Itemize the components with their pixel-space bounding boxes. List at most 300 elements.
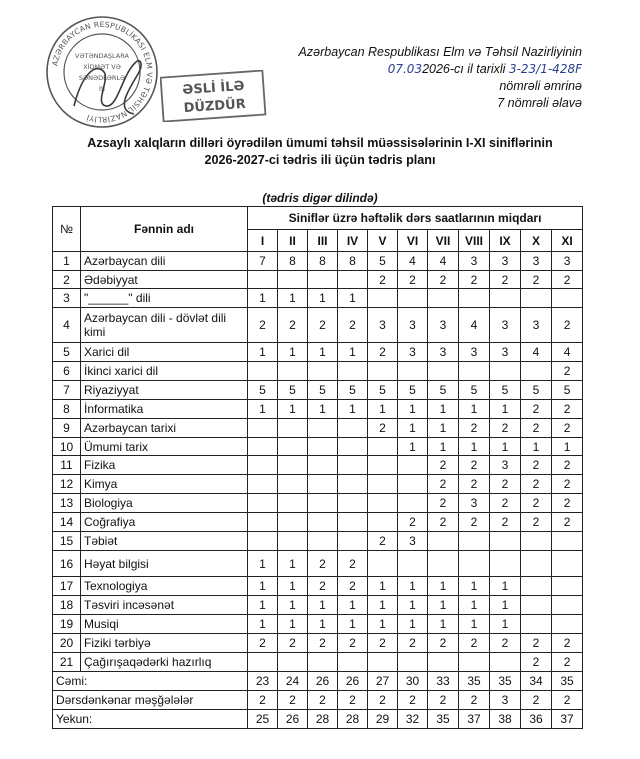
hours-cell: 1 [428, 419, 459, 438]
table-row [53, 532, 583, 551]
totals-hours-cell: 35 [428, 710, 459, 729]
totals-hours-cell: 24 [278, 672, 308, 691]
table-row [53, 653, 583, 672]
hours-cell [248, 419, 278, 438]
subject-name-cell: Fiziki tərbiyə [81, 634, 248, 653]
hours-cell: 3 [521, 308, 552, 343]
handwritten-number: 3-23/1-428F [508, 62, 582, 76]
hours-cell: 1 [428, 438, 459, 456]
table-row [53, 343, 583, 362]
decree-line-4: 7 nömrəli əlavə [497, 96, 582, 110]
totals-hours-cell: 2 [398, 691, 428, 710]
subject-name-cell: Fizika [81, 456, 248, 475]
hours-cell: 2 [552, 475, 583, 494]
hours-cell: 2 [368, 634, 398, 653]
hours-cell [398, 289, 428, 308]
hours-cell: 4 [428, 252, 459, 271]
hours-cell [248, 513, 278, 532]
hours-cell [248, 362, 278, 381]
hours-cell [338, 438, 368, 456]
hours-cell [338, 362, 368, 381]
hours-cell [459, 532, 490, 551]
hours-cell: 2 [521, 634, 552, 653]
totals-hours-cell: 2 [521, 691, 552, 710]
hours-cell: 2 [459, 634, 490, 653]
grade-header-cell: I [248, 230, 278, 252]
table-row [53, 494, 583, 513]
hours-cell: 5 [552, 381, 583, 400]
hours-cell: 1 [278, 400, 308, 419]
hours-cell [308, 456, 338, 475]
hours-cell: 3 [398, 532, 428, 551]
subject-name-cell: Biologiya [81, 494, 248, 513]
row-number-cell: 3 [53, 289, 81, 308]
hours-cell: 3 [459, 252, 490, 271]
hours-cell [248, 532, 278, 551]
table-row [53, 615, 583, 634]
subject-name-cell: Təbiət [81, 532, 248, 551]
hours-cell [552, 615, 583, 634]
hours-cell: 2 [490, 271, 521, 289]
certified-stamp [160, 70, 268, 122]
hours-cell [338, 513, 368, 532]
seal-line-1: VƏTƏNDAŞLARA [75, 52, 129, 60]
hours-cell: 2 [521, 653, 552, 672]
totals-hours-cell: 33 [428, 672, 459, 691]
hours-cell: 2 [368, 271, 398, 289]
hours-cell [248, 456, 278, 475]
hours-cell: 2 [521, 419, 552, 438]
hours-cell [490, 362, 521, 381]
hours-cell [248, 271, 278, 289]
hours-cell [521, 596, 552, 615]
hours-cell: 2 [552, 456, 583, 475]
totals-hours-cell: 30 [398, 672, 428, 691]
hours-cell [278, 456, 308, 475]
hours-cell: 1 [248, 343, 278, 362]
hours-cell [459, 362, 490, 381]
hours-cell: 2 [490, 513, 521, 532]
hours-cell: 1 [428, 400, 459, 419]
totals-hours-cell: 34 [521, 672, 552, 691]
hours-cell: 1 [398, 615, 428, 634]
hours-cell: 1 [368, 596, 398, 615]
hours-cell: 1 [428, 596, 459, 615]
hours-cell: 2 [428, 456, 459, 475]
subject-name-cell: İnformatika [81, 400, 248, 419]
totals-hours-cell: 37 [459, 710, 490, 729]
subject-name-cell: İkinci xarici dil [81, 362, 248, 381]
hours-cell: 2 [428, 634, 459, 653]
hours-cell: 2 [552, 308, 583, 343]
hours-cell [398, 362, 428, 381]
hours-cell: 4 [521, 343, 552, 362]
hours-cell: 1 [248, 596, 278, 615]
hours-cell: 1 [490, 577, 521, 596]
table-row [53, 252, 583, 271]
hours-cell: 1 [368, 400, 398, 419]
hours-cell [459, 551, 490, 577]
row-number-cell: 17 [53, 577, 81, 596]
hours-cell [248, 653, 278, 672]
hours-cell: 2 [552, 513, 583, 532]
hours-cell [338, 271, 368, 289]
row-number-cell: 18 [53, 596, 81, 615]
hours-cell: 5 [248, 381, 278, 400]
hours-cell: 5 [338, 381, 368, 400]
hours-cell: 5 [459, 381, 490, 400]
totals-hours-cell: 2 [248, 691, 278, 710]
hours-cell: 2 [521, 400, 552, 419]
table-row [53, 577, 583, 596]
hours-cell [552, 596, 583, 615]
totals-hours-cell: 35 [490, 672, 521, 691]
table-row [53, 362, 583, 381]
totals-hours-cell: 23 [248, 672, 278, 691]
hours-cell: 2 [552, 494, 583, 513]
hours-cell [308, 362, 338, 381]
totals-row [53, 672, 583, 691]
hours-cell: 1 [459, 615, 490, 634]
hours-cell [552, 577, 583, 596]
hours-cell: 1 [338, 596, 368, 615]
hours-cell [398, 456, 428, 475]
hours-cell: 2 [308, 577, 338, 596]
totals-row [53, 691, 583, 710]
hours-cell: 1 [338, 615, 368, 634]
hours-cell: 2 [308, 634, 338, 653]
hours-cell: 1 [459, 577, 490, 596]
hours-cell [398, 475, 428, 494]
subject-name-cell: Çağırışaqədərki hazırlıq [81, 653, 248, 672]
hours-cell: 2 [368, 343, 398, 362]
row-number-cell: 21 [53, 653, 81, 672]
totals-hours-cell: 27 [368, 672, 398, 691]
row-number-cell: 7 [53, 381, 81, 400]
hours-cell: 1 [552, 438, 583, 456]
hours-cell [308, 513, 338, 532]
table-row [53, 271, 583, 289]
hours-cell [428, 653, 459, 672]
hours-cell: 5 [428, 381, 459, 400]
hours-cell: 2 [521, 494, 552, 513]
totals-hours-cell: 28 [338, 710, 368, 729]
column-header-hours-group: Siniflər üzrə həftəlik dərs saatlarının miqdarı [248, 207, 583, 230]
hours-cell [368, 289, 398, 308]
hours-cell: 1 [308, 615, 338, 634]
hours-cell: 1 [490, 400, 521, 419]
hours-cell: 2 [459, 475, 490, 494]
hours-cell [521, 615, 552, 634]
hours-cell [308, 475, 338, 494]
subject-name-cell: Kimya [81, 475, 248, 494]
hours-cell: 3 [368, 308, 398, 343]
hours-cell: 2 [521, 513, 552, 532]
totals-label-cell: Yekun: [53, 710, 248, 729]
hours-cell: 1 [459, 400, 490, 419]
hours-cell [398, 551, 428, 577]
hours-cell: 1 [278, 343, 308, 362]
grade-header-cell: VII [428, 230, 459, 252]
hours-cell: 1 [490, 438, 521, 456]
decree-line-1: Azərbaycan Respublikası Elm və Təhsil Nazirliyinin [298, 45, 582, 59]
row-number-cell: 4 [53, 308, 81, 343]
hours-cell: 4 [398, 252, 428, 271]
hours-cell: 2 [552, 653, 583, 672]
hours-cell: 3 [490, 252, 521, 271]
totals-hours-cell: 25 [248, 710, 278, 729]
row-number-cell: 19 [53, 615, 81, 634]
grade-header-cell: V [368, 230, 398, 252]
grade-header-cell: II [278, 230, 308, 252]
grade-header-cell: III [308, 230, 338, 252]
totals-hours-cell: 35 [552, 672, 583, 691]
seal-line-2: XİDMƏT VƏ [83, 63, 121, 71]
hours-cell: 2 [398, 634, 428, 653]
hours-cell: 5 [490, 381, 521, 400]
hours-cell: 2 [308, 551, 338, 577]
totals-hours-cell: 2 [338, 691, 368, 710]
hours-cell [278, 653, 308, 672]
row-number-cell: 5 [53, 343, 81, 362]
hours-cell [552, 289, 583, 308]
hours-cell: 8 [338, 252, 368, 271]
hours-cell: 2 [338, 551, 368, 577]
hours-cell [338, 653, 368, 672]
hours-cell: 1 [278, 577, 308, 596]
hours-cell [248, 494, 278, 513]
hours-cell [368, 513, 398, 532]
hours-cell: 1 [398, 438, 428, 456]
hours-cell [308, 494, 338, 513]
row-number-cell: 13 [53, 494, 81, 513]
totals-hours-cell: 38 [490, 710, 521, 729]
decree-reference [252, 44, 582, 112]
table-row [53, 634, 583, 653]
hours-cell: 5 [521, 381, 552, 400]
table-row [53, 381, 583, 400]
hours-cell: 2 [459, 271, 490, 289]
hours-cell: 2 [521, 456, 552, 475]
hours-cell [308, 419, 338, 438]
hours-cell [278, 271, 308, 289]
totals-hours-cell: 2 [278, 691, 308, 710]
table-row [53, 400, 583, 419]
hours-cell: 2 [308, 308, 338, 343]
hours-cell: 2 [248, 308, 278, 343]
hours-cell: 4 [459, 308, 490, 343]
table-header-row [53, 207, 583, 230]
decree-line-3: nömrəli əmrinə [499, 79, 582, 93]
hours-cell: 2 [521, 271, 552, 289]
totals-hours-cell: 2 [552, 691, 583, 710]
hours-cell [368, 494, 398, 513]
hours-cell: 2 [490, 494, 521, 513]
decree-date-year: 2026-cı il tarixli [422, 62, 506, 76]
hours-cell: 2 [552, 400, 583, 419]
hours-cell: 8 [278, 252, 308, 271]
handwritten-date: 07.03 [387, 62, 423, 76]
hours-cell: 1 [248, 551, 278, 577]
hours-cell: 1 [398, 596, 428, 615]
hours-cell [278, 362, 308, 381]
document-title-line-1: Azsaylı xalqların dilləri öyrədilən ümumi təhsil müəssisələrinin I-XI siniflərinin [87, 136, 553, 150]
hours-cell: 1 [248, 615, 278, 634]
totals-hours-cell: 2 [428, 691, 459, 710]
hours-cell: 2 [552, 419, 583, 438]
hours-cell: 7 [248, 252, 278, 271]
row-number-cell: 9 [53, 419, 81, 438]
subject-name-cell: Azərbaycan tarixi [81, 419, 248, 438]
hours-cell: 1 [428, 615, 459, 634]
row-number-cell: 6 [53, 362, 81, 381]
totals-hours-cell: 26 [338, 672, 368, 691]
hours-cell: 5 [398, 381, 428, 400]
hours-cell [338, 456, 368, 475]
row-number-cell: 2 [53, 271, 81, 289]
hours-cell [338, 475, 368, 494]
hours-cell [308, 271, 338, 289]
hours-cell [308, 438, 338, 456]
hours-cell: 2 [459, 456, 490, 475]
hours-cell: 1 [398, 400, 428, 419]
hours-cell [278, 513, 308, 532]
hours-cell [428, 362, 459, 381]
hours-cell: 1 [490, 596, 521, 615]
seal-line-3: SƏNƏDLƏRLƏ [78, 74, 126, 82]
hours-cell [368, 551, 398, 577]
hours-cell: 2 [338, 577, 368, 596]
row-number-cell: 12 [53, 475, 81, 494]
hours-cell: 2 [490, 634, 521, 653]
hours-cell: 1 [308, 596, 338, 615]
hours-cell: 3 [459, 494, 490, 513]
grade-header-cell: VI [398, 230, 428, 252]
hours-cell: 2 [428, 494, 459, 513]
subject-name-cell: Azərbaycan dili - dövlət dili kimi [81, 308, 248, 343]
hours-cell: 2 [338, 308, 368, 343]
hours-cell [338, 494, 368, 513]
hours-cell: 1 [308, 400, 338, 419]
totals-hours-cell: 36 [521, 710, 552, 729]
hours-cell [521, 362, 552, 381]
hours-cell [490, 551, 521, 577]
hours-cell: 5 [278, 381, 308, 400]
subject-name-cell: Həyat bilgisi [81, 551, 248, 577]
hours-cell [338, 532, 368, 551]
hours-cell: 2 [368, 532, 398, 551]
hours-cell: 5 [308, 381, 338, 400]
hours-cell: 3 [490, 308, 521, 343]
hours-cell: 1 [248, 289, 278, 308]
hours-cell: 1 [459, 596, 490, 615]
row-number-cell: 15 [53, 532, 81, 551]
grade-header-cell: IX [490, 230, 521, 252]
stamp-line-1: ƏSLİ İLƏ [181, 78, 246, 99]
subject-name-cell: Texnologiya [81, 577, 248, 596]
table-row [53, 513, 583, 532]
hours-cell: 2 [459, 419, 490, 438]
hours-cell [428, 532, 459, 551]
totals-hours-cell: 29 [368, 710, 398, 729]
hours-cell: 3 [398, 343, 428, 362]
hours-cell [248, 475, 278, 494]
column-header-number: № [53, 207, 81, 252]
hours-cell [521, 532, 552, 551]
hours-cell: 2 [278, 634, 308, 653]
hours-cell [459, 653, 490, 672]
hours-cell [428, 551, 459, 577]
row-number-cell: 20 [53, 634, 81, 653]
hours-cell: 4 [552, 343, 583, 362]
table-row [53, 438, 583, 456]
subject-name-cell: Azərbaycan dili [81, 252, 248, 271]
hours-cell: 1 [278, 289, 308, 308]
hours-cell: 1 [308, 289, 338, 308]
totals-hours-cell: 2 [368, 691, 398, 710]
hours-cell [398, 494, 428, 513]
hours-cell: 1 [248, 400, 278, 419]
table-row [53, 475, 583, 494]
hours-cell [368, 475, 398, 494]
table-row [53, 551, 583, 577]
hours-cell [521, 577, 552, 596]
hours-cell: 2 [428, 513, 459, 532]
document-title-line-2: 2026-2027-ci tədris ili üçün tədris planı [204, 153, 436, 167]
totals-hours-cell: 26 [308, 672, 338, 691]
table-row [53, 419, 583, 438]
subject-name-cell: Coğrafiya [81, 513, 248, 532]
hours-cell: 1 [521, 438, 552, 456]
hours-cell: 1 [338, 343, 368, 362]
row-number-cell: 1 [53, 252, 81, 271]
grade-header-cell: XI [552, 230, 583, 252]
totals-label-cell: Cəmi: [53, 672, 248, 691]
stamp-line-2: DÜZDÜR [183, 96, 247, 117]
totals-hours-cell: 28 [308, 710, 338, 729]
hours-cell: 3 [398, 308, 428, 343]
hours-cell [552, 532, 583, 551]
hours-cell [490, 532, 521, 551]
grade-header-cell: IV [338, 230, 368, 252]
hours-cell: 2 [490, 475, 521, 494]
ministry-seal [44, 14, 160, 130]
hours-cell [248, 438, 278, 456]
hours-cell: 3 [459, 343, 490, 362]
totals-hours-cell: 32 [398, 710, 428, 729]
subject-name-cell: Musiqi [81, 615, 248, 634]
hours-cell: 2 [459, 513, 490, 532]
seal-line-4: İŞ [98, 85, 106, 93]
row-number-cell: 8 [53, 400, 81, 419]
hours-cell: 2 [368, 419, 398, 438]
hours-cell: 2 [521, 475, 552, 494]
hours-cell: 2 [428, 271, 459, 289]
document-subtitle: (tədris digər dilində) [262, 191, 378, 205]
hours-cell: 1 [278, 551, 308, 577]
hours-cell: 2 [338, 634, 368, 653]
hours-cell: 2 [552, 271, 583, 289]
hours-cell: 2 [398, 513, 428, 532]
totals-hours-cell: 2 [308, 691, 338, 710]
grade-header-cell: VIII [459, 230, 490, 252]
totals-hours-cell: 26 [278, 710, 308, 729]
hours-cell [490, 289, 521, 308]
hours-cell: 3 [428, 343, 459, 362]
hours-cell: 8 [308, 252, 338, 271]
totals-hours-cell: 37 [552, 710, 583, 729]
hours-cell: 2 [248, 634, 278, 653]
